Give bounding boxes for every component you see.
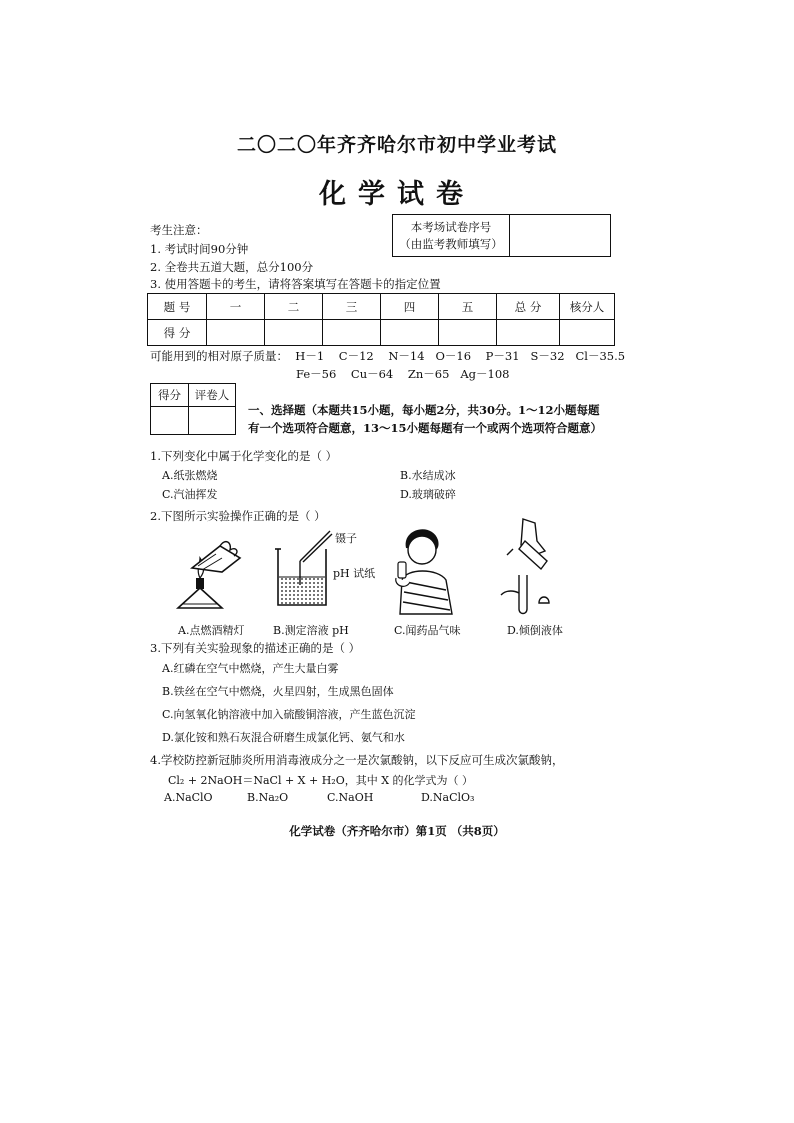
subject-title: 化学试卷 — [319, 179, 475, 210]
q2-option-d[interactable]: D.倾倒液体 — [507, 624, 563, 637]
q1-stem: 1.下列变化中属于化学变化的是（ ） — [150, 449, 338, 463]
score-cell[interactable] — [265, 320, 323, 346]
score-cell[interactable] — [207, 320, 265, 346]
tweezers-label: 镊子 — [335, 532, 357, 545]
score-cell[interactable] — [497, 320, 560, 346]
grader-name-label: 评卷人 — [189, 384, 236, 407]
row-label: 得 分 — [148, 320, 207, 346]
q4-option-c[interactable]: C.NaOH — [327, 791, 374, 804]
grader-score-label: 得分 — [151, 384, 189, 407]
notice-item-3: 3. 使用答题卡的考生，请将答案填写在答题卡的指定位置 — [150, 277, 441, 291]
notice-item-2: 2. 全卷共五道大题，总分100分 — [150, 260, 314, 274]
header-cell: 题 号 — [148, 294, 207, 320]
header-cell: 三 — [323, 294, 381, 320]
q3-option-d[interactable]: D.氯化铵和熟石灰混合研磨生成氯化钙、氨气和水 — [162, 731, 405, 744]
q2-option-c[interactable]: C.闻药品气味 — [394, 624, 461, 637]
q3-stem: 3.下列有关实验现象的描述正确的是（ ） — [150, 641, 361, 655]
header-cell: 总 分 — [497, 294, 560, 320]
q3-option-c[interactable]: C.向氢氧化钠溶液中加入硫酸铜溶液，产生蓝色沉淀 — [162, 708, 416, 721]
score-cell[interactable] — [323, 320, 381, 346]
section1-line-1: 一、选择题（本题共15小题，每小题2分，共30分。1～12小题每题 — [248, 403, 600, 417]
section1-line-2: 有一个选项符合题意，13～15小题每题有一个或两个选项符合题意） — [248, 421, 603, 435]
q4-stem: 4.学校防控新冠肺炎所用消毒液成分之一是次氯酸钠，以下反应可生成次氯酸钠， — [150, 753, 564, 767]
serial-label: 本考场试卷序号 （由监考教师填写） — [393, 215, 510, 257]
notice-title: 考生注意： — [150, 223, 208, 237]
q2-option-b[interactable]: B.测定溶液 pH — [273, 624, 349, 637]
header-cell: 一 — [207, 294, 265, 320]
header-cell: 四 — [381, 294, 439, 320]
score-table-score-row — [148, 320, 615, 346]
q1-option-a[interactable]: A.纸张燃烧 — [162, 469, 218, 482]
q3-option-b[interactable]: B.铁丝在空气中燃烧，火星四射，生成黑色固体 — [162, 685, 394, 698]
notice-item-1: 1. 考试时间90分钟 — [150, 242, 249, 256]
q1-option-b[interactable]: B.水结成冰 — [400, 469, 456, 482]
score-cell[interactable] — [439, 320, 497, 346]
alcohol-lamp-figure — [170, 528, 250, 613]
ph-paper-label: pH 试纸 — [333, 567, 376, 580]
q4-option-a[interactable]: A.NaClO — [164, 791, 213, 804]
pouring-figure — [495, 515, 567, 615]
header-cell: 五 — [439, 294, 497, 320]
ph-test-figure — [272, 525, 334, 610]
score-table-header-row — [148, 294, 615, 320]
q4-option-b[interactable]: B.Na₂O — [247, 791, 289, 804]
page-footer: 化学试卷（齐齐哈尔市）第1页 （共8页） — [289, 824, 505, 838]
score-cell[interactable] — [381, 320, 439, 346]
q1-option-d[interactable]: D.玻璃破碎 — [400, 488, 456, 501]
score-table — [147, 293, 615, 346]
q4-option-d[interactable]: D.NaClO₃ — [421, 791, 475, 804]
header-cell: 核分人 — [560, 294, 615, 320]
grader-name-cell[interactable] — [189, 407, 236, 435]
q1-option-c[interactable]: C.汽油挥发 — [162, 488, 218, 501]
q2-option-a[interactable]: A.点燃酒精灯 — [178, 624, 245, 637]
serial-input-cell[interactable] — [510, 215, 611, 257]
q4-equation: Cl₂ + 2NaOH＝NaCl + X + H₂O，其中 X 的化学式为（ ） — [168, 774, 474, 787]
score-cell[interactable] — [560, 320, 615, 346]
atomic-mass-line-2: Fe－56 Cu－64 Zn－65 Ag－108 — [296, 367, 510, 381]
atomic-mass-line-1: 可能用到的相对原子质量： H－1 C－12 N－14 O－16 P－31 S－32 Cl－35.5 — [150, 349, 626, 363]
smelling-figure — [388, 520, 464, 615]
grader-score-cell[interactable] — [151, 407, 189, 435]
q2-stem: 2.下图所示实验操作正确的是（ ） — [150, 509, 326, 523]
header-cell: 二 — [265, 294, 323, 320]
q3-option-a[interactable]: A.红磷在空气中燃烧，产生大量白雾 — [162, 662, 339, 675]
grader-box — [150, 383, 236, 435]
serial-number-box — [392, 214, 611, 257]
exam-title: 二〇二〇年齐齐哈尔市初中学业考试 — [236, 134, 557, 156]
